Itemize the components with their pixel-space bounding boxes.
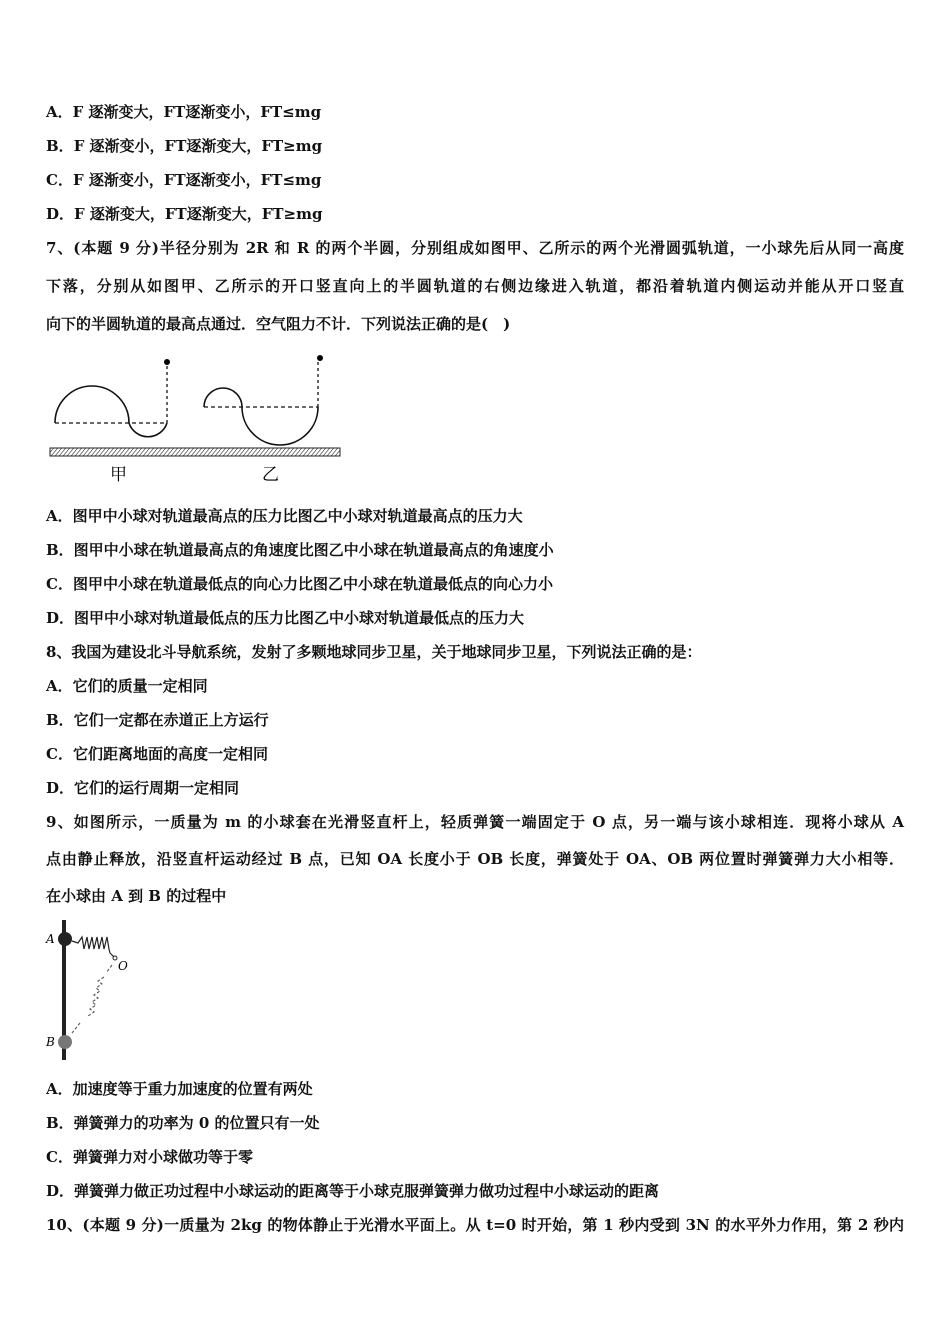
- q9-spring-figure: [40, 915, 150, 1065]
- q7-option-a: A．图甲中小球对轨道最高点的压力比图乙中小球对轨道最高点的压力大: [46, 507, 523, 525]
- q6-option-d: D．F 逐渐变大，FT逐渐变大，FT≥mg: [46, 205, 323, 223]
- label-a: A: [46, 932, 55, 946]
- q9-option-b: B．弹簧弹力的功率为 0 的位置只有一处: [46, 1114, 320, 1132]
- q8-option-a: A．它们的质量一定相同: [46, 677, 208, 695]
- q9-stem-line: 在小球由 A 到 B 的过程中: [46, 887, 227, 905]
- q9-option-c: C．弹簧弹力对小球做功等于零: [46, 1148, 253, 1166]
- label-b: B: [46, 1035, 55, 1049]
- q8-option-d: D．它们的运行周期一定相同: [46, 779, 240, 797]
- q7-stem-line: 向下的半圆轨道的最高点通过．空气阻力不计．下列说法正确的是( ): [46, 315, 511, 333]
- q7-option-b: B．图甲中小球在轨道最高点的角速度比图乙中小球在轨道最高点的角速度小: [46, 541, 554, 559]
- q7-option-c: C．图甲中小球在轨道最低点的向心力比图乙中小球在轨道最低点的向心力小: [46, 575, 553, 593]
- q7-track-figure: [40, 340, 350, 490]
- q9-option-d: D．弹簧弹力做正功过程中小球运动的距离等于小球克服弹簧弹力做功过程中小球运动的距离: [46, 1182, 660, 1200]
- q6-option-b: B．F 逐渐变小，FT逐渐变大，FT≥mg: [46, 137, 323, 155]
- q6-option-c: C．F 逐渐变小，FT逐渐变小，FT≤mg: [46, 171, 322, 189]
- q6-option-a: A．F 逐渐变大，FT逐渐变小，FT≤mg: [46, 103, 322, 121]
- q9-stem-line: 9、如图所示，一质量为 m 的小球套在光滑竖直杆上，轻质弹簧一端固定于 O 点，另一端与该小球相连．现将小球从 A: [46, 813, 904, 831]
- q9-option-a: A．加速度等于重力加速度的位置有两处: [46, 1080, 313, 1098]
- q7-stem-line: 7、(本题 9 分)半径分别为 2R 和 R 的两个半圆，分别组成如图甲、乙所示的两个光滑圆弧轨道，一小球先后从同一高度: [46, 239, 904, 257]
- q9-stem-line: 点由静止释放，沿竖直杆运动经过 B 点，已知 OA 长度小于 OB 长度，弹簧处于 OA、OB 两位置时弹簧弹力大小相等．: [46, 850, 904, 868]
- q8-option-b: B．它们一定都在赤道正上方运行: [46, 711, 269, 729]
- q8-stem: 8、我国为建设北斗导航系统，发射了多颗地球同步卫星，关于地球同步卫星，下列说法正确的是：: [46, 643, 702, 661]
- q10-stem-line: 10、(本题 9 分)一质量为 2kg 的物体静止于光滑水平面上。从 t=0 时开始，第 1 秒内受到 3N 的水平外力作用，第 2 秒内: [46, 1216, 904, 1234]
- figure-label-yi: 乙: [262, 465, 279, 485]
- q8-option-c: C．它们距离地面的高度一定相同: [46, 745, 268, 763]
- label-o: O: [118, 959, 128, 973]
- q7-stem-line: 下落，分别从如图甲、乙所示的开口竖直向上的半圆轨道的右侧边缘进入轨道，都沿着轨道内侧运动并能从开口竖直: [46, 277, 904, 295]
- q7-option-d: D．图甲中小球对轨道最低点的压力比图乙中小球对轨道最低点的压力大: [46, 609, 525, 627]
- figure-label-jia: 甲: [110, 465, 127, 485]
